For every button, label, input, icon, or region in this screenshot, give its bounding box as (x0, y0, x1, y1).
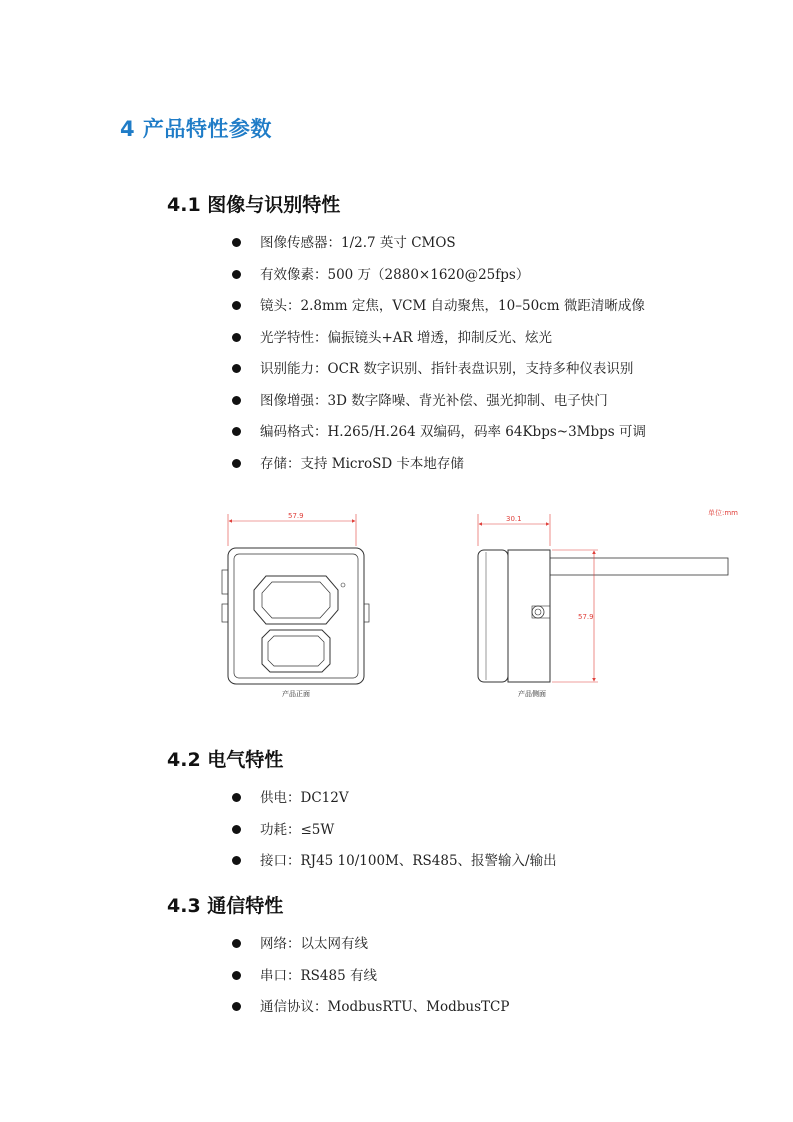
section-title-image: 4.1 图像与识别特性 (167, 194, 341, 216)
bullet-icon (232, 238, 241, 247)
product-dimension-drawing (208, 500, 768, 715)
list-electrical-features (232, 788, 557, 883)
list-item: 编码格式：H.265/H.264 双编码，码率 64Kbps~3Mbps 可调 (232, 422, 646, 454)
list-item: 有效像素：500 万（2880×1620@25fps） (232, 265, 646, 297)
list-item: 网络：以太网有线 (232, 934, 509, 966)
bullet-icon (232, 270, 241, 279)
bullet-icon (232, 364, 241, 373)
list-item: 图像增强：3D 数字降噪、背光补偿、强光抑制、电子快门 (232, 391, 646, 423)
list-item: 串口：RS485 有线 (232, 966, 509, 998)
bullet-icon (232, 459, 241, 468)
bullet-icon (232, 825, 241, 834)
bullet-icon (232, 939, 241, 948)
side-height-dimension: 57.9 (578, 613, 594, 621)
list-item: 识别能力：OCR 数字识别、指针表盘识别，支持多种仪表识别 (232, 359, 646, 391)
section-title-communication: 4.3 通信特性 (167, 895, 284, 917)
side-depth-dimension: 30.1 (506, 515, 522, 523)
list-item: 图像传感器：1/2.7 英寸 CMOS (232, 233, 646, 265)
bullet-icon (232, 1002, 241, 1011)
list-item: 供电：DC12V (232, 788, 557, 820)
front-view (222, 512, 369, 698)
list-item: 镜头：2.8mm 定焦，VCM 自动聚焦，10–50cm 微距清晰成像 (232, 296, 646, 328)
bullet-icon (232, 793, 241, 802)
bullet-icon (232, 396, 241, 405)
list-item: 接口：RJ45 10/100M、RS485、报警输入/输出 (232, 851, 557, 883)
list-communication-features (232, 934, 509, 1029)
unit-label: 单位:mm (708, 509, 738, 517)
page-heading: 4 产品特性参数 (120, 117, 272, 141)
bullet-icon (232, 333, 241, 342)
front-view-caption: 产品正面 (282, 690, 310, 698)
list-item: 通信协议：ModbusRTU、ModbusTCP (232, 997, 509, 1029)
side-view (478, 514, 728, 698)
front-width-dimension: 57.9 (288, 512, 304, 520)
list-item: 功耗：≤5W (232, 820, 557, 852)
bullet-icon (232, 971, 241, 980)
bullet-icon (232, 856, 241, 865)
list-item: 光学特性：偏振镜头+AR 增透，抑制反光、炫光 (232, 328, 646, 360)
bullet-icon (232, 427, 241, 436)
section-title-electrical: 4.2 电气特性 (167, 749, 284, 771)
side-view-caption: 产品侧面 (518, 690, 546, 698)
bullet-icon (232, 301, 241, 310)
list-image-features (232, 233, 646, 485)
list-item: 存储：支持 MicroSD 卡本地存储 (232, 454, 646, 486)
